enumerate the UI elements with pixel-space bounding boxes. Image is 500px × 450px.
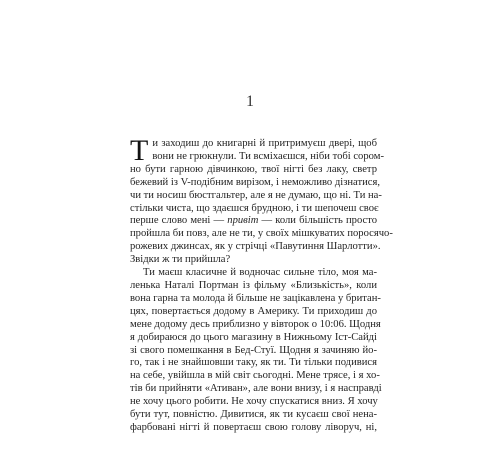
text-line: но бути гарною дівчинкою, твої нігті без лаку, светр <box>130 163 377 175</box>
paragraph-2 <box>130 267 382 435</box>
text-line: бежевий із V-подібним вирізом, і неможливо дізнатися, <box>130 176 380 188</box>
text-line: зі свого помешкання в Бед-Стуї. Щодня я зачиняю йо- <box>130 344 377 356</box>
text-line: тів би прийняти «Ативан», але вони внизу, і я насправді <box>130 383 382 395</box>
text-line: пройшла би повз, але не ти, у своїх мішкуватих поросячо- <box>130 228 393 240</box>
text-line: Звідки ж ти прийшла? <box>130 254 231 266</box>
text-line: фарбовані нігті й повертаєш свою голову ліворуч, ні, <box>130 421 377 433</box>
text-line: рожевих джинсах, як у стрічці «Павутиння Шарлотти». <box>130 241 381 253</box>
text-line: чи ти носиш бюстгальтер, але я не думаю, що ні. Ти на- <box>130 189 382 201</box>
text-segment: перше слово мені — <box>130 215 228 227</box>
text-line <box>130 215 377 228</box>
text-line: мене додому десь приблизно у вівторок о 10:06. Щодня <box>130 318 381 330</box>
text-line: стільки чиста, що здаєшся брудною, і ти шепочеш своє <box>130 202 379 214</box>
text-line: вона гарна та молода й більше не зацікавлена у британ- <box>130 292 381 304</box>
text-line: на себе, увійшла в мій світ сьогодні. Мене трясе, і я хо- <box>130 370 380 382</box>
text-line: вони не грюкнули. Ти всміхаєшся, ніби тобі сором- <box>152 150 384 162</box>
emphasized-word: привіт <box>227 215 259 227</box>
text-line: ленька Наталі Портман із фільму «Близькість», коли <box>130 279 377 291</box>
drop-cap: Т <box>130 134 149 167</box>
text-line: и заходиш до книгарні й притримуєш двері, щоб <box>152 138 377 149</box>
paragraph-1 <box>130 134 393 267</box>
text-line: бути тут, повністю. Дивитися, як ти кусаєш свої нена- <box>130 409 377 421</box>
chapter-number: 1 <box>246 93 254 110</box>
text-line: не хочу цього робити. Не хочу спускатися вниз. Я хочу <box>130 396 378 408</box>
text-line: го, так і не знайшовши таку, як ти. Ти тільки подивися <box>130 357 377 369</box>
text-line: Ти маєш класичне й водночас сильне тіло, моя ма- <box>143 267 377 279</box>
text-line: цях, повертається додому в Америку. Ти приходиш до <box>130 305 377 317</box>
text-segment: — коли більшість просто <box>258 215 378 227</box>
text-line: я добираюся до цього магазину в Нижньому Іст-Сайді <box>130 331 377 343</box>
body-text <box>130 134 393 435</box>
